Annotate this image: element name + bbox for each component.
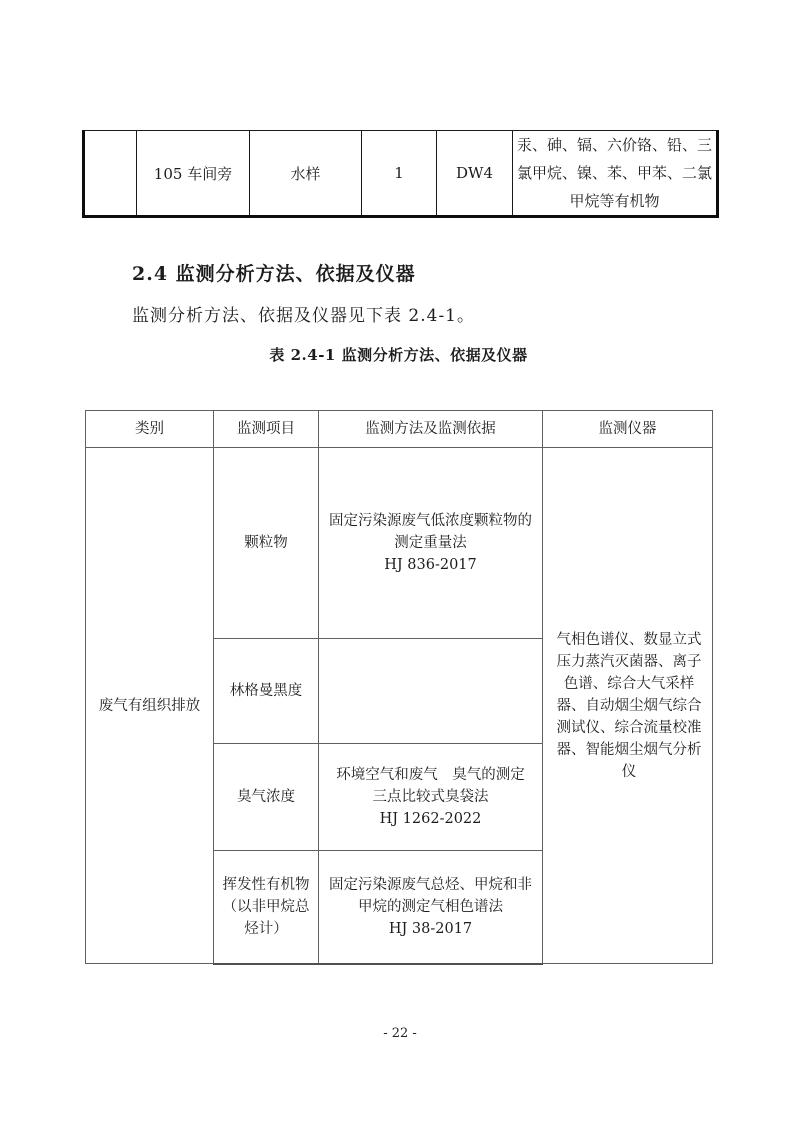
- cell-category: 废气有组织排放: [86, 448, 214, 964]
- instruments-text: 气相色谱仪、数显立式压力蒸汽灭菌器、离子色谱、综合大气采样器、自动烟尘烟气综合测试仪、综合流量校准器、智能烟尘烟气分析仪: [556, 631, 702, 780]
- cell-method: [319, 639, 543, 744]
- method-text: 固定污染源废气总烃、甲烷和非甲烷的测定气相色谱法: [329, 876, 532, 915]
- table-cell-site: 105 车间旁: [137, 131, 250, 215]
- sampling-table-partial-row: [82, 130, 719, 218]
- cell-instruments: [543, 448, 713, 964]
- table-row: [86, 448, 713, 639]
- monitoring-methods-table: [85, 410, 713, 965]
- method-standard-code: HJ 38-2017: [388, 920, 473, 937]
- table-cell-empty: [85, 131, 137, 215]
- table-cell-sample-type: 水样: [250, 131, 362, 215]
- section-paragraph: 监测分析方法、依据及仪器见下表 2.4-1。: [132, 306, 475, 326]
- table-header-row: [86, 411, 713, 448]
- method-text: 环境空气和废气 臭气的测定 三点比较式臭袋法: [336, 767, 540, 805]
- page-number: - 22 -: [383, 1026, 417, 1041]
- method-standard-code: HJ 836-2017: [384, 557, 477, 573]
- section-heading: 2.4 监测分析方法、依据及仪器: [132, 263, 416, 285]
- table-caption: 表 2.4-1 监测分析方法、依据及仪器: [269, 346, 528, 364]
- table-cell-items: 汞、砷、镉、六价铬、铅、三氯甲烷、镍、苯、甲苯、二氯甲烷等有机物: [517, 136, 713, 210]
- header-category: 类别: [86, 411, 214, 448]
- table-cell-code: DW4: [437, 131, 513, 215]
- header-item: 监测项目: [214, 411, 319, 448]
- cell-item: 臭气浓度: [214, 744, 319, 851]
- cell-item: 颗粒物: [214, 448, 319, 639]
- header-method: 监测方法及监测依据: [319, 411, 543, 448]
- cell-method: [319, 744, 543, 851]
- method-standard-code: HJ 1262-2022: [379, 811, 482, 827]
- method-text: 固定污染源废气低浓度颗粒物的测定重量法: [329, 513, 532, 551]
- cell-item: 林格曼黑度: [214, 639, 319, 744]
- cell-method: [319, 851, 543, 964]
- cell-method: [319, 448, 543, 639]
- header-instrument: 监测仪器: [543, 411, 713, 448]
- table-cell-count: 1: [362, 131, 437, 215]
- cell-item: 挥发性有机物（以非甲烷总烃计）: [214, 851, 319, 964]
